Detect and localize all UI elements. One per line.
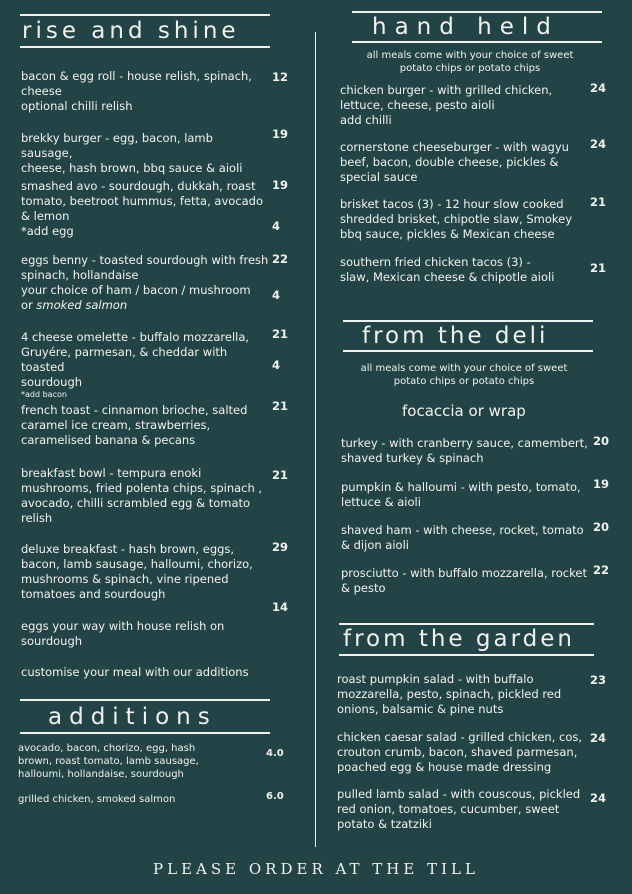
menu-item: breakfast bowl - tempura enoki mushrooms, fried polenta chips, spinach , avocado, chilli scrambled egg & tomato relish bbox=[21, 466, 263, 525]
menu-item-price: 29 bbox=[272, 540, 289, 554]
menu-item-price: 22 bbox=[593, 563, 610, 577]
deli-subheading: focaccia or wrap bbox=[402, 402, 526, 420]
menu-item: cornerstone cheeseburger - with wagyu beef, bacon, double cheese, pickles & special sauce bbox=[340, 140, 569, 184]
deli-bottom-rule bbox=[343, 350, 593, 352]
menu-item: eggs your way with house relish on sourdough bbox=[21, 619, 225, 648]
menu-item-price: 24 bbox=[590, 137, 607, 151]
menu-item: smashed avo - sourdough, dukkah, roast tomato, beetroot hummus, fetta, avocado & lemon *add egg bbox=[21, 179, 263, 238]
section-title-rise-and-shine: rise and shine bbox=[22, 18, 240, 44]
menu-item-price: 19 bbox=[272, 127, 289, 141]
additions-bottom-rule bbox=[20, 732, 270, 734]
section-note: all meals come with your choice of sweet potato chips or potato chips bbox=[366, 50, 574, 74]
menu-item-price: 24 bbox=[590, 791, 607, 805]
menu-item-price: 21 bbox=[272, 468, 289, 482]
menu-item-price: 21 bbox=[272, 399, 289, 413]
menu-item: shaved ham - with cheese, rocket, tomato & dijon aioli bbox=[341, 523, 584, 552]
addon-price: 4 bbox=[272, 358, 281, 372]
menu-item-price: 4.0 bbox=[266, 748, 284, 759]
addon-price: 4 bbox=[272, 288, 281, 302]
menu-item: eggs benny - toasted sourdough with fresh spinach, hollandaise your choice of ham / bacon / mushroom or smoked salmon bbox=[21, 253, 269, 312]
menu-item-price: 21 bbox=[590, 195, 607, 209]
section-title-from-the-garden: from the garden bbox=[343, 626, 575, 652]
menu-item: prosciutto - with buffalo mozzarella, rocket & pesto bbox=[341, 566, 587, 595]
additions-top-rule bbox=[20, 699, 270, 701]
menu-item-price: 21 bbox=[272, 327, 289, 341]
hand-held-top-rule bbox=[352, 11, 602, 13]
section-note: all meals come with your choice of sweet potato chips or potato chips bbox=[360, 363, 568, 387]
section-title-additions: additions bbox=[48, 704, 217, 730]
menu-item: brisket tacos (3) - 12 hour slow cooked shredded brisket, chipotle slaw, Smokey bbq sauce, pickles & Mexican cheese bbox=[340, 197, 573, 241]
menu-item: customise your meal with our additions bbox=[21, 665, 249, 679]
hand-held-bottom-rule bbox=[352, 41, 602, 43]
menu-item-price: 19 bbox=[593, 477, 610, 491]
menu-item-price: 24 bbox=[590, 81, 607, 95]
menu-item: 4 cheese omelette - buffalo mozzarella, Gruyére, parmesan, & cheddar with toasted sourdough *add bacon bbox=[21, 330, 250, 399]
menu-item: southern fried chicken tacos (3) - slaw, Mexican cheese & chipotle aioli bbox=[340, 255, 555, 284]
menu-item-price: 19 bbox=[272, 178, 289, 192]
menu-item: roast pumpkin salad - with buffalo mozzarella, pesto, spinach, pickled red onions, balsamic & pine nuts bbox=[337, 672, 562, 716]
menu-item: turkey - with cranberry sauce, camembert, shaved turkey & spinach bbox=[341, 436, 588, 465]
menu-item: chicken caesar salad - grilled chicken, cos, crouton crumb, bacon, shaved parmesan, poached egg & house made dressing bbox=[337, 730, 583, 774]
section-title-hand-held: hand held bbox=[372, 14, 559, 40]
menu-item-price: 20 bbox=[593, 520, 610, 534]
section-title-from-the-deli: from the deli bbox=[362, 323, 549, 349]
menu-item: avocado, bacon, chorizo, egg, hash brown, roast tomato, lamb sausage, halloumi, hollandaise, sourdough bbox=[18, 743, 199, 780]
menu-item: grilled chicken, smoked salmon bbox=[18, 794, 176, 805]
menu-item: chicken burger - with grilled chicken, lettuce, cheese, pesto aioli add chilli bbox=[340, 83, 553, 127]
menu-item: pumpkin & halloumi - with pesto, tomato, lettuce & aioli bbox=[341, 480, 581, 509]
footer-order-note: PLEASE ORDER AT THE TILL bbox=[153, 860, 479, 878]
menu-item-price: 23 bbox=[590, 673, 607, 687]
menu-item-price: 14 bbox=[272, 600, 289, 614]
menu-item-price: 12 bbox=[272, 70, 289, 84]
menu-item-price: 6.0 bbox=[266, 791, 284, 802]
deli-top-rule bbox=[343, 320, 593, 322]
menu-item-price: 20 bbox=[593, 434, 610, 448]
column-divider bbox=[315, 32, 316, 847]
menu-item: deluxe breakfast - hash brown, eggs, bacon, lamb sausage, halloumi, chorizo, mushrooms & spinach, vine ripened tomatoes and sourdough bbox=[21, 542, 253, 601]
rise-and-shine-bottom-rule bbox=[20, 46, 270, 48]
menu-item-price: 21 bbox=[590, 261, 607, 275]
menu-item: french toast - cinnamon brioche, salted caramel ice cream, strawberries, caramelised banana & pecans bbox=[21, 403, 248, 447]
menu-item: pulled lamb salad - with couscous, pickled red onion, tomatoes, cucumber, sweet potato & tzatziki bbox=[337, 787, 581, 831]
garden-top-rule bbox=[339, 623, 594, 625]
rise-and-shine-top-rule bbox=[20, 14, 270, 16]
menu-item-price: 22 bbox=[272, 252, 289, 266]
menu-item: bacon & egg roll - house relish, spinach, cheese optional chilli relish bbox=[21, 69, 252, 113]
menu-item: brekky burger - egg, bacon, lamb sausage, cheese, hash brown, bbq sauce & aioli bbox=[21, 131, 243, 175]
menu-item-price: 24 bbox=[590, 731, 607, 745]
garden-bottom-rule bbox=[339, 654, 594, 656]
addon-price: 4 bbox=[272, 219, 281, 233]
